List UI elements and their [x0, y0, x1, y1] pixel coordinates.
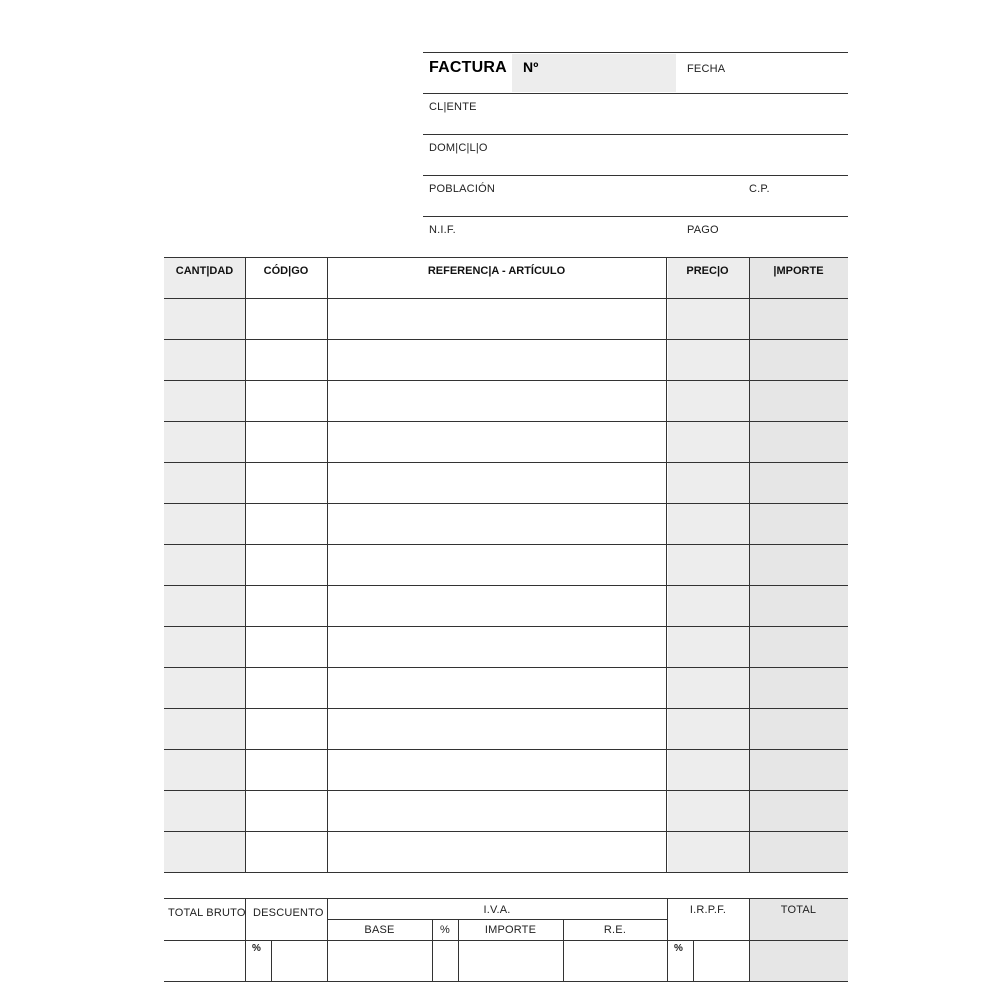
- table-header-rule: [164, 298, 848, 299]
- table-row: [164, 872, 848, 873]
- totals-line-iva: [327, 919, 667, 920]
- vat-amount-label: IMPORTE: [484, 924, 537, 936]
- surcharge-label: R.E.: [603, 924, 627, 936]
- discount-label: DESCUENTO: [253, 907, 324, 919]
- postal-code-label: C.P.: [749, 183, 770, 195]
- address-label: DOM|C|L|O: [429, 142, 488, 154]
- payment-label: PAGO: [687, 224, 719, 236]
- totals-line-mid: [164, 940, 848, 941]
- table-row: [164, 380, 848, 381]
- column-header-amount: |MPORTE: [773, 265, 824, 277]
- gross-total-label: TOTAL BRUTO: [168, 907, 246, 919]
- table-row: [164, 708, 848, 709]
- tax-id-label: N.I.F.: [429, 224, 456, 236]
- column-header-reference: REFERENC|A - ARTÍCULO: [427, 265, 566, 277]
- totals-divider-irpf-pct: [693, 940, 694, 981]
- table-row: [164, 339, 848, 340]
- amount-column-shade: [750, 258, 848, 872]
- table-row: [164, 667, 848, 668]
- table-row: [164, 585, 848, 586]
- header-line-top: [423, 52, 848, 53]
- header-line-2: [423, 134, 848, 135]
- col-divider-4: [749, 258, 750, 872]
- discount-percent-label: %: [252, 943, 262, 954]
- column-header-quantity: CANT|DAD: [175, 265, 234, 277]
- client-label: CL|ENTE: [429, 101, 477, 113]
- column-header-price: PREC|O: [686, 265, 729, 277]
- quantity-column-shade: [164, 258, 245, 872]
- totals-line-bottom: [164, 981, 848, 982]
- col-divider-3: [666, 258, 667, 872]
- invoice-number-label: Nº: [523, 59, 539, 75]
- col-divider-1: [245, 258, 246, 872]
- table-row: [164, 749, 848, 750]
- table-header-rule: [164, 257, 848, 258]
- table-row: [164, 421, 848, 422]
- table-row: [164, 503, 848, 504]
- date-label: FECHA: [687, 63, 726, 75]
- header-line-4: [423, 216, 848, 217]
- totals-divider-desc-pct: [271, 940, 272, 981]
- table-row: [164, 790, 848, 791]
- vat-base-label: BASE: [364, 924, 395, 936]
- city-label: POBLACIÓN: [429, 183, 495, 195]
- totals-line-top: [164, 898, 848, 899]
- vat-percent-label: %: [440, 924, 450, 936]
- table-row: [164, 831, 848, 832]
- table-row: [164, 544, 848, 545]
- vat-label: I.V.A.: [483, 904, 511, 916]
- irpf-percent-label: %: [674, 943, 684, 954]
- col-divider-2: [327, 258, 328, 872]
- header-line-1: [423, 93, 848, 94]
- irpf-label: I.R.P.F.: [689, 904, 727, 916]
- table-row: [164, 626, 848, 627]
- invoice-title: FACTURA: [429, 59, 507, 76]
- table-row: [164, 462, 848, 463]
- column-header-code: CÓD|GO: [263, 265, 309, 277]
- header-line-3: [423, 175, 848, 176]
- total-label: TOTAL: [780, 904, 817, 916]
- price-column-shade: [668, 258, 749, 872]
